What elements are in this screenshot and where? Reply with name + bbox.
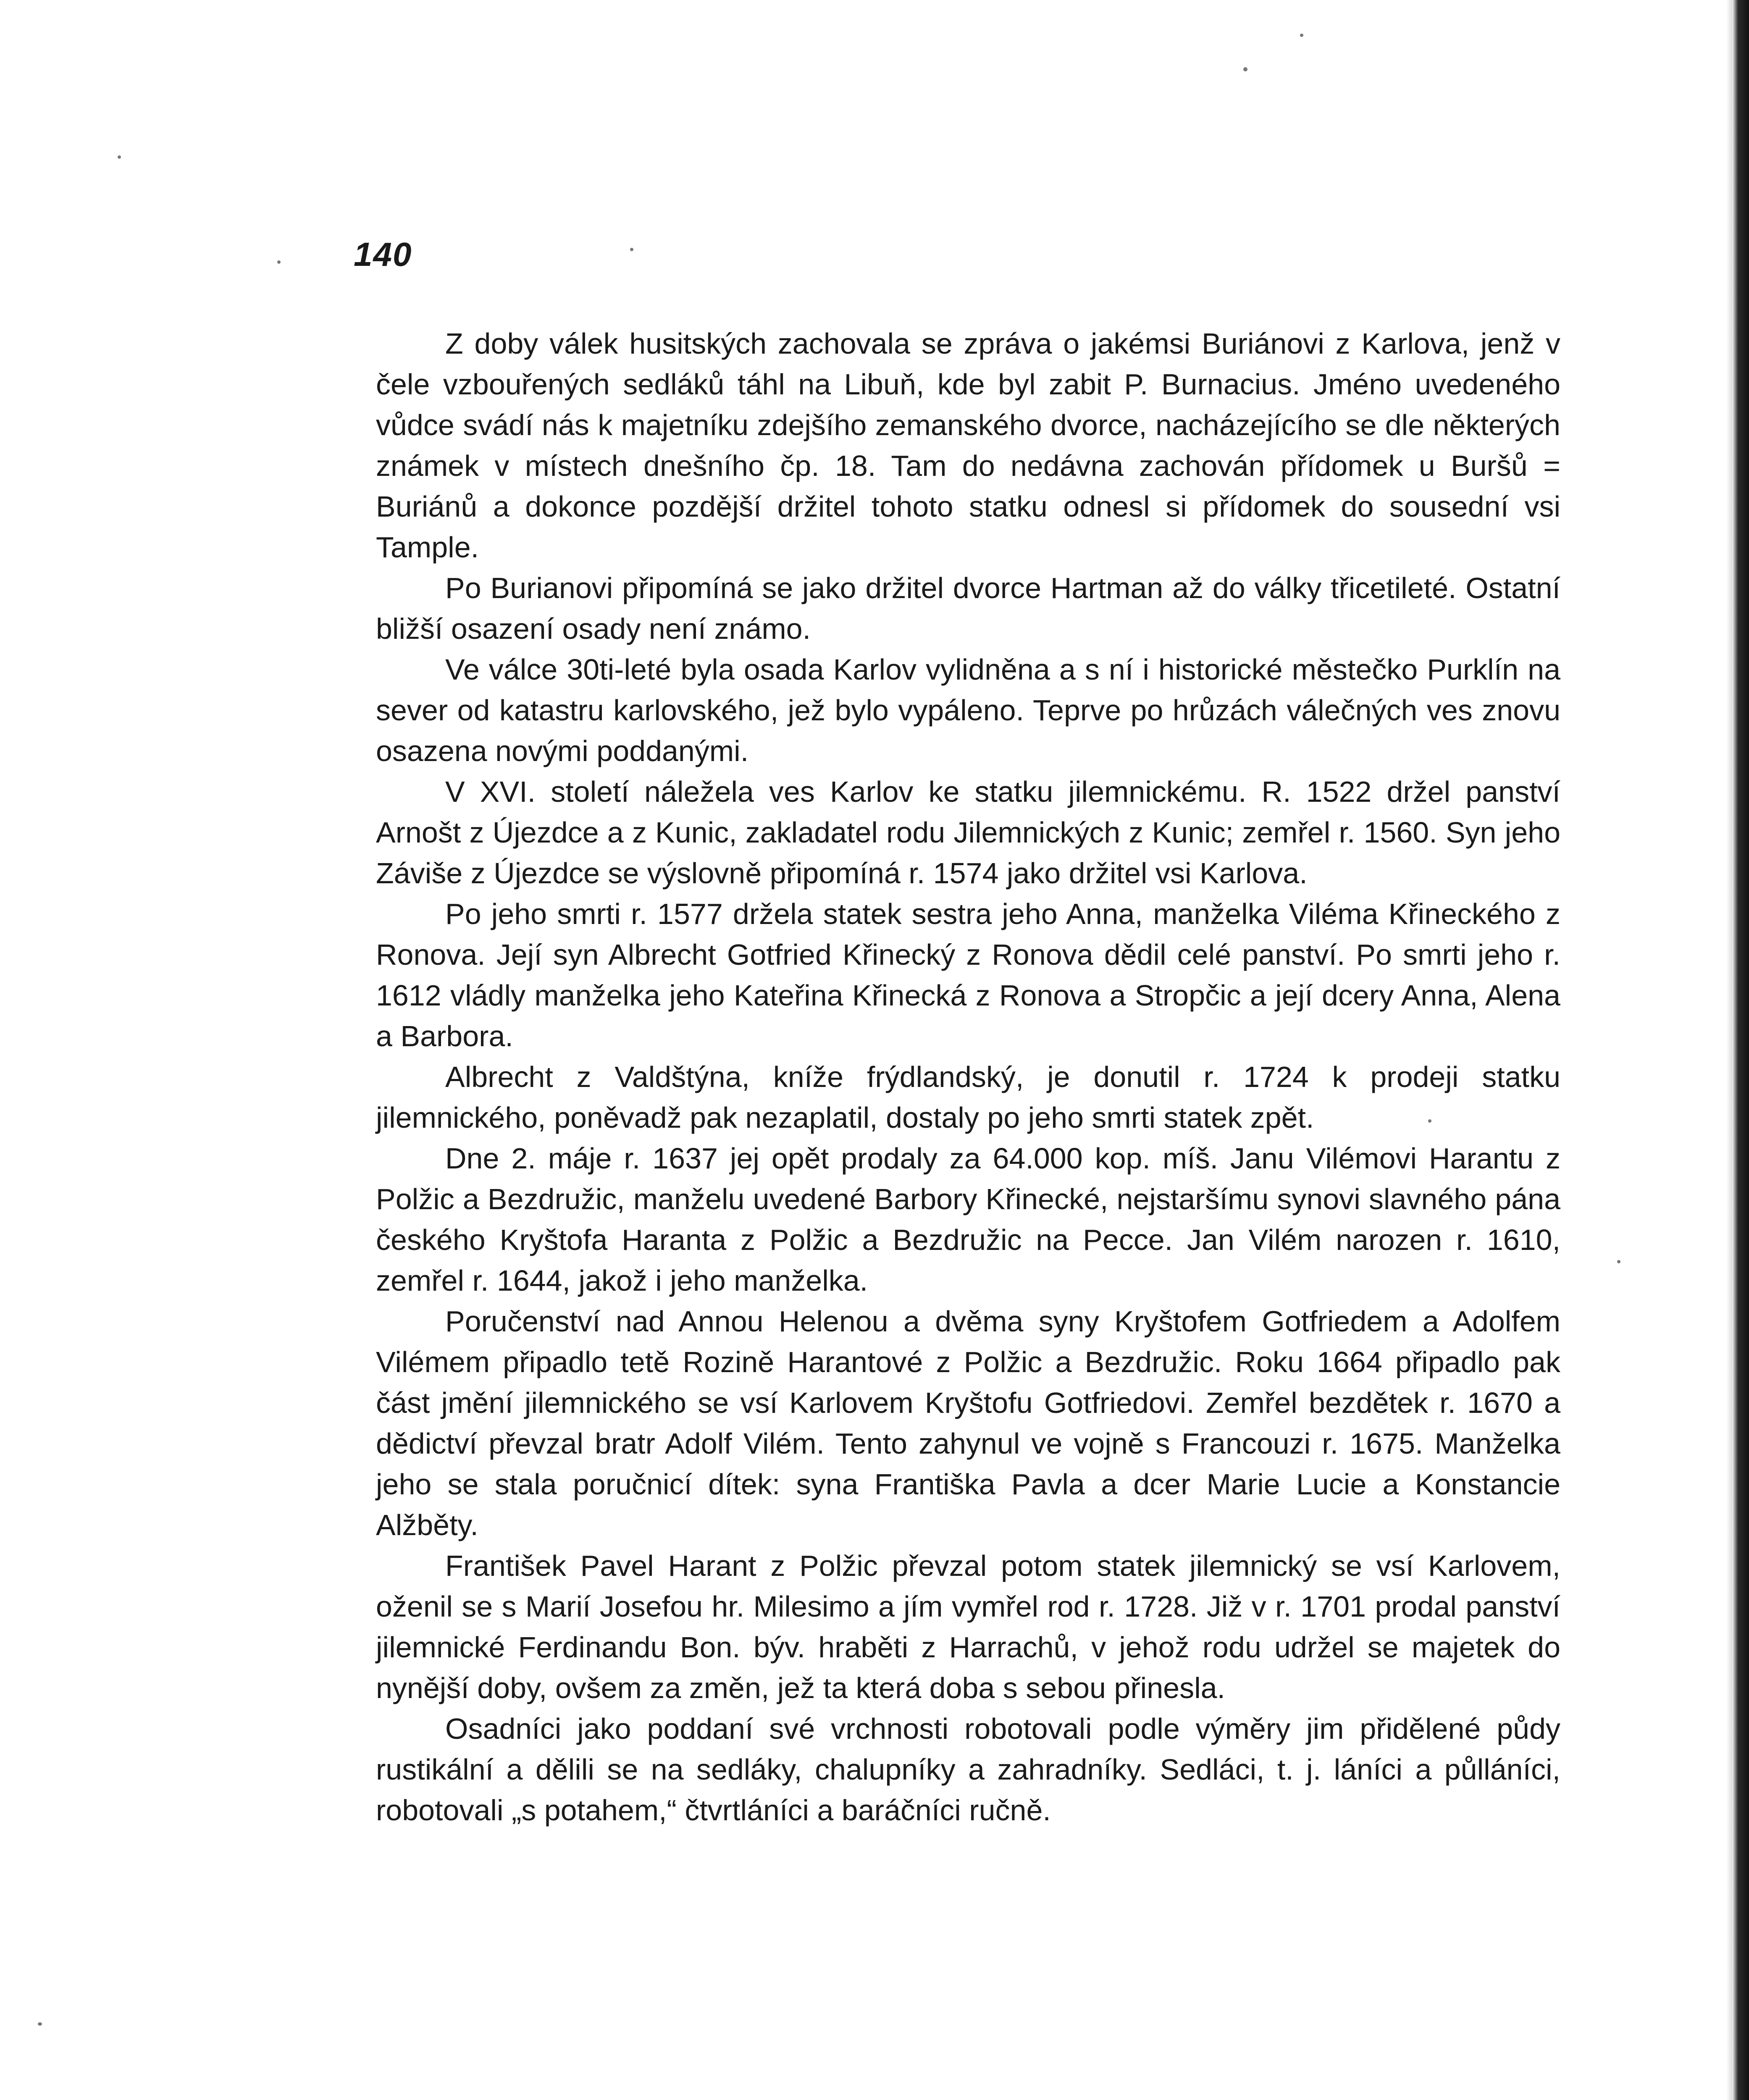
paper-speck xyxy=(118,155,121,159)
paper-speck xyxy=(1617,1260,1620,1263)
page-shadow xyxy=(1726,0,1732,2100)
paragraph: Poručenství nad Annou Helenou a dvěma syny Kryštofem Gotfriedem a Adolfem Vilémem připadlo tetě Rozině Harantové z Polžic a Bezdružic. Roku 1664 připadlo pak část jmění jilemnického se vsí Karlovem Kryštofu Gotfriedovi. Zemřel bezdětek r. 1670 a dědictví převzal bratr Adolf Vilém. Tento zahynul ve vojně s Francouzi r. 1675. Manželka jeho se stala poručnicí dítek: syna Františka Pavla a dcer Marie Lucie a Konstancie Alžběty. xyxy=(376,1305,1560,1541)
paper-speck xyxy=(277,260,281,264)
paragraph: Z doby válek husitských zachovala se zpráva o jakémsi Buriánovi z Karlova, jenž v čele vzbouřených sedláků táhl na Libuň, kde byl zabit P. Burnacius. Jméno uvedeného vůdce svádí nás k majetníku zdejšího zemanského dvorce, nacházejícího se dle některých známek v místech dnešního čp. 18. Tam do nedávna zachován přídomek u Buršů = Buriánů a dokonce pozdější držitel tohoto statku odnesl si přídomek do sousední vsi Tample. xyxy=(376,327,1560,564)
paragraph: František Pavel Harant z Polžic převzal potom statek jilemnický se vsí Karlovem, oženil se s Marií Josefou hr. Milesimo a jím vymřel rod r. 1728. Již v r. 1701 prodal panství jilemnické Ferdinandu Bon. býv. hraběti z Harrachů, v jehož rodu udržel se majetek do nynější doby, ovšem za změn, jež ta která doba s sebou přinesla. xyxy=(376,1549,1560,1704)
paragraph: V XVI. století náležela ves Karlov ke statku jilemnickému. R. 1522 držel panství Arnošt z Újezdce a z Kunic, zakladatel rodu Jilemnických z Kunic; zemřel r. 1560. Syn jeho Záviše z Újezdce se výslovně připomíná r. 1574 jako držitel vsi Karlova. xyxy=(376,775,1560,890)
page-number: 140 xyxy=(354,236,412,273)
paragraph: Ve válce 30ti-leté byla osada Karlov vylidněna a s ní i historické městečko Purklín na sever od katastru karlovského, jež bylo vypáleno. Teprve po hrůzách válečných ves znovu osazena novými poddanými. xyxy=(376,653,1560,767)
body-text xyxy=(376,323,1560,1831)
paper-speck xyxy=(630,248,633,251)
page-edge xyxy=(1732,0,1749,2100)
paper-speck xyxy=(38,2022,42,2026)
paragraph: Dne 2. máje r. 1637 jej opět prodaly za 64.000 kop. míš. Janu Vilémovi Harantu z Polžic a Bezdružic, manželu uvedené Barbory Křinecké, nejstaršímu synovi slavného pána českého Kryštofa Haranta z Polžic a Bezdružic na Pecce. Jan Vilém narozen r. 1610, zemřel r. 1644, jakož i jeho manželka. xyxy=(376,1142,1560,1297)
paragraph: Albrecht z Valdštýna, kníže frýdlandský, je donutil r. 1724 k prodeji statku jilemnického, poněvadž pak nezaplatil, dostaly po jeho smrti statek zpět. xyxy=(376,1060,1560,1134)
paragraph: Po Burianovi připomíná se jako držitel dvorce Hartman až do války třicetileté. Ostatní bližší osazení osady není známo. xyxy=(376,572,1560,645)
paper-speck xyxy=(1300,34,1303,37)
paper-speck xyxy=(1243,67,1247,71)
paragraph: Po jeho smrti r. 1577 držela statek sestra jeho Anna, manželka Viléma Křineckého z Ronova. Její syn Albrecht Gotfried Křinecký z Ronova dědil celé panství. Po smrti jeho r. 1612 vládly manželka jeho Kateřina Křinecká z Ronova a Stropčic a její dcery Anna, Alena a Barbora. xyxy=(376,898,1560,1053)
paragraph: Osadníci jako poddaní své vrchnosti robotovali podle výměry jim přidělené půdy rustikální a dělili se na sedláky, chalupníky a zahradníky. Sedláci, t. j. láníci a půlláníci, robotovali „s potahem,“ čtvrtláníci a baráčníci ručně. xyxy=(376,1712,1560,1827)
